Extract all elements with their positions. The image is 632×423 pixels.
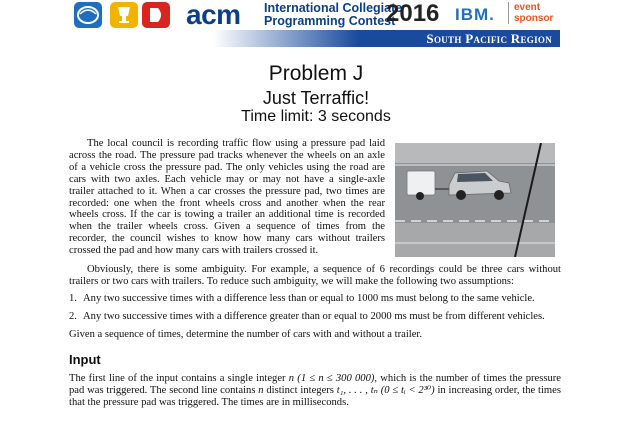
input-math-2: n [258, 384, 264, 396]
icpc-title-line1: International Collegiate [264, 1, 403, 15]
input-text-1: The first line of the input contains a single integer [69, 373, 289, 384]
statement-paragraph-1: The local council is recording traffic flow using a pressure pad laid across the road. The pressure pad tracks whenever the wheels on an axle of a vehicle cross the pressure pad. The only vehicles using the road are cars with two axles. Each vehicle may or may not have a single-axle trailer attached to it. When a car crosses the pressure pad, two times are recorded: one when the front wheels cross and another when the rear wheels cross. If the car is towing a trailer an additional time is recorded when the trailer wheels cross. Given a sequence of times from the recorder, the council wishes to know how many cars without trailers crossed the pad and how many cars with trailers crossed it. [69, 138, 385, 257]
icpc-title-line2: Programming Contest [264, 14, 396, 28]
sponsor-line2: sponsor [514, 13, 554, 24]
problem-name: Just Terraffic! [262, 88, 370, 108]
icpc-title [264, 2, 402, 28]
list-item [69, 311, 561, 323]
trophy-logo-icon [110, 2, 138, 28]
input-heading: Input [69, 352, 101, 367]
problem-label: Problem J [268, 62, 364, 85]
list-item-text: Any two successive times with a difference less than or equal to 1000 ms must belong to the same vehicle. [83, 293, 535, 304]
contest-year: 2016 [386, 0, 440, 27]
time-limit: Time limit: 3 seconds [241, 108, 391, 125]
list-item [69, 293, 561, 305]
contest-header [0, 0, 632, 50]
ibm-logo: IBM. [455, 5, 495, 24]
input-text-4: in increasing order, the times that the pressure pad was triggered. The times are in milliseconds. [69, 384, 561, 408]
list-item-number: 2. [69, 310, 77, 322]
acm-globe-logo-icon [74, 2, 102, 28]
car-with-trailer-photo [395, 143, 555, 257]
list-item-text: Any two successive times with a difference greater than or equal to 2000 ms must be from different vehicles. [83, 310, 545, 322]
region-banner [0, 30, 560, 47]
sponsor-line1: event [514, 2, 541, 13]
list-item-number: 1. [69, 293, 77, 304]
statement-paragraph-3: Given a sequence of times, determine the number of cars with and without a trailer. [69, 329, 423, 340]
statement-paragraph-2: Obviously, there is some ambiguity. For example, a sequence of 6 recordings could be three cars without trailers or two cars with trailers. To reduce such ambiguity, we will make the following two assumptions: [69, 264, 561, 287]
input-math-1: n (1 ≤ n ≤ 300 000) [288, 373, 375, 384]
acm-wordmark: acm [186, 0, 241, 30]
input-math-3: t₁, . . . , tₙ (0 ≤ tᵢ < 2³⁰) [336, 384, 435, 396]
assumptions-list [69, 293, 561, 329]
input-description [69, 373, 561, 409]
event-sponsor-label [508, 2, 553, 24]
region-name: South Pacific Region [426, 31, 552, 46]
input-text-3: distinct integers [263, 384, 337, 396]
input-text-2: , which is the number of times the pressure pad was triggered. The second line contains [69, 373, 562, 396]
page-logo-icon [142, 2, 170, 28]
